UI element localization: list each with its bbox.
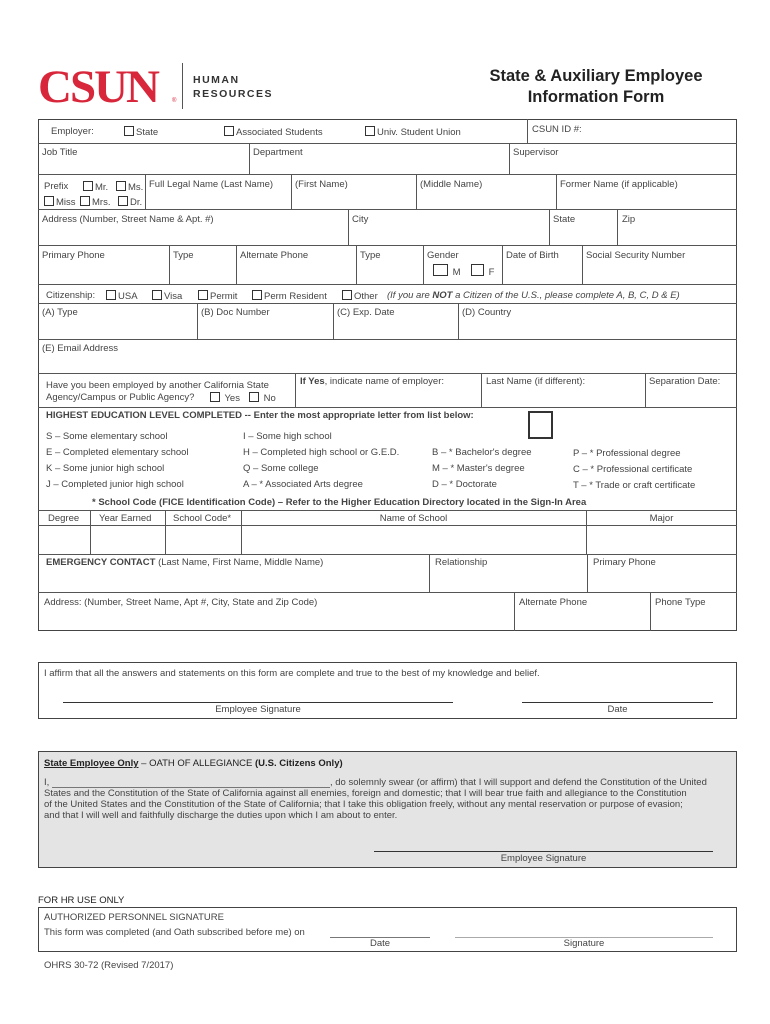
gender-label: Gender — [427, 250, 459, 261]
table-header-major: Major — [649, 513, 674, 524]
b-doc-number-label: (B) Doc Number — [201, 307, 270, 318]
job-title-label: Job Title — [42, 147, 78, 158]
checkbox-visa[interactable] — [152, 290, 162, 300]
emergency-primary-phone-label: Primary Phone — [593, 557, 656, 568]
dept-line2: RESOURCES — [193, 88, 274, 100]
gender-f-option[interactable]: F — [471, 264, 494, 278]
table-header-year: Year Earned — [99, 513, 152, 524]
education-heading: HIGHEST EDUCATION LEVEL COMPLETED -- Enter the most appropriate letter from list below: — [46, 410, 474, 421]
oath-line4: and that I will well and faithfully discharge the duties upon which I am about to enter. — [44, 810, 398, 821]
checkbox-dr[interactable] — [118, 196, 128, 206]
citizenship-perm-resident-option[interactable]: Perm Resident — [252, 290, 327, 302]
checkbox-mrs[interactable] — [80, 196, 90, 206]
prior-employment-question-line2: Agency/Campus or Public Agency? — [46, 392, 195, 403]
legal-name-label: Full Legal Name (Last Name) — [149, 179, 274, 190]
hr-signature-label: Signature — [563, 938, 605, 949]
hr-date-label: Date — [369, 938, 391, 949]
department-label: Department — [253, 147, 303, 158]
checkbox-univ-student-union[interactable] — [365, 126, 375, 136]
prefix-ms-option[interactable]: Ms. — [116, 181, 143, 193]
relationship-label: Relationship — [435, 557, 488, 568]
affirmation-date-line[interactable] — [522, 702, 713, 703]
citizenship-other-option[interactable]: Other — [342, 290, 378, 302]
dept-line1: HUMAN — [193, 74, 240, 86]
checkbox-gender-m[interactable] — [433, 264, 448, 276]
edu-col4-1: C – * Professional certificate — [573, 464, 693, 475]
prefix-mrs-option[interactable]: Mrs. — [80, 196, 110, 208]
edu-col2-3: A – * Associated Arts degree — [243, 479, 363, 490]
prefix-label: Prefix — [44, 181, 69, 192]
a-type-label: (A) Type — [42, 307, 78, 318]
edu-col3-1: M – * Master's degree — [432, 463, 525, 474]
checkbox-usa[interactable] — [106, 290, 116, 300]
checkbox-associated-students[interactable] — [224, 126, 234, 136]
prefix-mr-option[interactable]: Mr. — [83, 181, 108, 193]
edu-col4-0: P – * Professional degree — [573, 448, 681, 459]
checkbox-ms[interactable] — [116, 181, 126, 191]
checkbox-no[interactable] — [249, 392, 259, 402]
edu-col1-3: J – Completed junior high school — [46, 479, 184, 490]
c-exp-date-label: (C) Exp. Date — [337, 307, 395, 318]
edu-col1-2: K – Some junior high school — [46, 463, 165, 474]
city-label: City — [352, 214, 369, 225]
checkbox-yes[interactable] — [210, 392, 220, 402]
gender-m-option[interactable]: M — [433, 264, 461, 278]
e-email-label: (E) Email Address — [42, 343, 119, 354]
emergency-phone-type-label: Phone Type — [655, 597, 706, 608]
education-level-box[interactable] — [528, 411, 553, 439]
edu-col3-0: B – * Bachelor's degree — [432, 447, 532, 458]
affirmation-signature-label: Employee Signature — [215, 704, 301, 715]
edu-col1-1: E – Completed elementary school — [46, 447, 189, 458]
citizenship-note: (If you are NOT a Citizen of the U.S., please complete A, B, C, D & E) — [387, 290, 680, 301]
citizenship-usa-option[interactable]: USA — [106, 290, 138, 302]
alternate-phone-label: Alternate Phone — [240, 250, 309, 261]
oath-line2: States and the Constitution of the State of California against all enemies, foreign and domestic; that I will bear true faith and allegiance to the Constitution — [44, 788, 687, 799]
form-number: OHRS 30-72 (Revised 7/2017) — [44, 960, 174, 971]
former-name-label: Former Name (if applicable) — [560, 179, 678, 190]
affirmation-date-label: Date — [607, 704, 628, 715]
oath-title: State Employee Only – OATH OF ALLEGIANCE (U.S. Citizens Only) — [44, 758, 343, 769]
zip-label: Zip — [622, 214, 636, 225]
separation-date-label: Separation Date: — [649, 376, 721, 387]
edu-col4-2: T – * Trade or craft certificate — [573, 480, 696, 491]
employer-as-option[interactable]: Associated Students — [224, 126, 323, 138]
logo-registered-mark: ® — [172, 98, 177, 104]
oath-line1: , do solemnly swear (or affirm) that I will support and defend the Constitution of the United — [330, 777, 707, 788]
citizenship-permit-option[interactable]: Permit — [198, 290, 237, 302]
prior-employment-no-option[interactable]: No — [249, 392, 276, 404]
checkbox-state[interactable] — [124, 126, 134, 136]
employer-label: Employer: — [51, 126, 94, 137]
edu-col2-0: I – Some high school — [243, 431, 332, 442]
oath-signature-line[interactable] — [374, 851, 713, 852]
checkbox-permit[interactable] — [198, 290, 208, 300]
affirmation-text: I affirm that all the answers and statements on this form are complete and true to the best of my knowledge and belief. — [44, 668, 540, 679]
last-name-if-different-label: Last Name (if different): — [486, 376, 586, 387]
address-label: Address (Number, Street Name & Apt. #) — [42, 214, 214, 225]
checkbox-miss[interactable] — [44, 196, 54, 206]
table-header-school-name: Name of School — [379, 513, 448, 524]
employer-state-option[interactable]: State — [124, 126, 158, 138]
csun-id-label: CSUN ID #: — [532, 124, 582, 135]
employer-usu-option[interactable]: Univ. Student Union — [365, 126, 461, 138]
hr-authorized-label: AUTHORIZED PERSONNEL SIGNATURE — [44, 912, 224, 923]
first-name-label: (First Name) — [295, 179, 348, 190]
hr-heading: FOR HR USE ONLY — [38, 895, 125, 906]
edu-col1-0: S – Some elementary school — [46, 431, 168, 442]
form-title-line1: State & Auxiliary Employee — [489, 67, 703, 85]
oath-signature-label: Employee Signature — [500, 853, 587, 864]
prior-employment-question-line1: Have you been employed by another California State — [46, 380, 269, 391]
state-label: State — [553, 214, 576, 225]
supervisor-label: Supervisor — [513, 147, 559, 158]
emergency-address-label: Address: (Number, Street Name, Apt #, City, State and Zip Code) — [44, 597, 318, 608]
oath-line3: of the United States and the Constitution of the State of California; that I take this obligation freely, without any mental reservation or purpose of evasion; — [44, 799, 683, 810]
middle-name-label: (Middle Name) — [420, 179, 483, 190]
checkbox-perm-resident[interactable] — [252, 290, 262, 300]
citizenship-label: Citizenship: — [46, 290, 96, 301]
oath-line1-prefix: I, — [44, 777, 50, 788]
checkbox-mr[interactable] — [83, 181, 93, 191]
school-code-note: * School Code (FICE Identification Code) – Refer to the Higher Education Directory located in the Sign-In Area — [92, 497, 587, 508]
prefix-dr-option[interactable]: Dr. — [118, 196, 142, 208]
table-header-school-code: School Code* — [173, 513, 232, 524]
edu-col2-2: Q – Some college — [243, 463, 319, 474]
edu-col3-2: D – * Doctorate — [432, 479, 497, 490]
if-yes-employer-label: If Yes, indicate name of employer: — [300, 376, 444, 387]
csun-logo: CSUN — [38, 61, 158, 113]
prior-employment-yes-option[interactable]: Yes — [210, 392, 240, 404]
phone-type1-label: Type — [173, 250, 194, 261]
ssn-label: Social Security Number — [586, 250, 686, 261]
affirmation-signature-line[interactable] — [63, 702, 453, 703]
phone-type2-label: Type — [360, 250, 381, 261]
citizenship-visa-option[interactable]: Visa — [152, 290, 182, 302]
primary-phone-label: Primary Phone — [42, 250, 105, 261]
emergency-alternate-phone-label: Alternate Phone — [519, 597, 588, 608]
logo-divider — [182, 63, 183, 109]
checkbox-other[interactable] — [342, 290, 352, 300]
d-country-label: (D) Country — [462, 307, 512, 318]
emergency-contact-label: EMERGENCY CONTACT (Last Name, First Name, Middle Name) — [46, 557, 324, 568]
checkbox-gender-f[interactable] — [471, 264, 484, 276]
dob-label: Date of Birth — [506, 250, 559, 261]
csun-id-input[interactable] — [590, 124, 730, 138]
hr-completed-text: This form was completed (and Oath subscribed before me) on — [44, 927, 305, 938]
table-header-degree: Degree — [48, 513, 80, 524]
prefix-miss-option[interactable]: Miss — [44, 196, 76, 208]
edu-col2-1: H – Completed high school or G.E.D. — [243, 447, 400, 458]
form-title-line2: Information Form — [527, 88, 665, 106]
